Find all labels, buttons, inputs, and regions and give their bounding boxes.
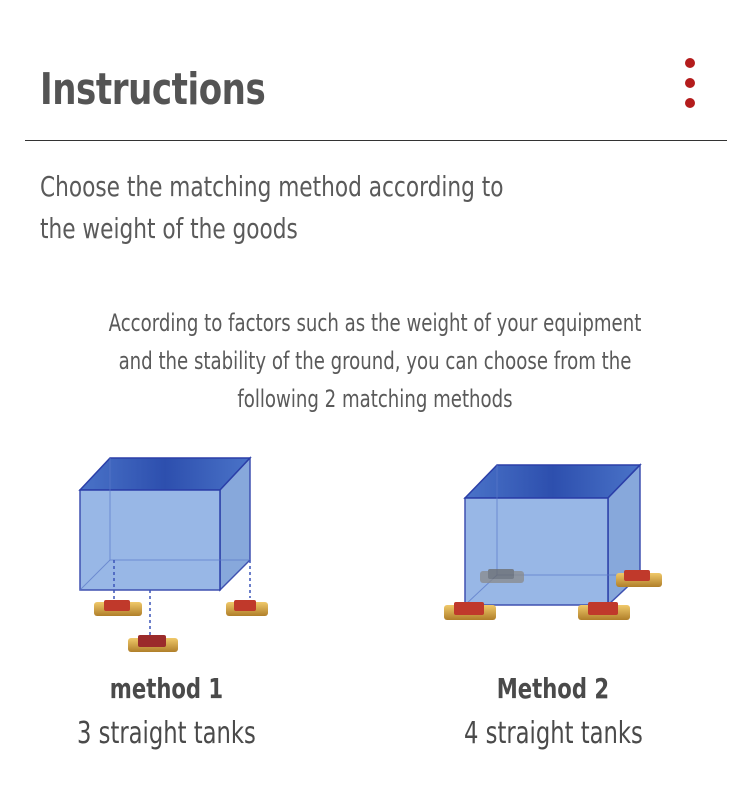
cargo-box [465, 465, 640, 605]
menu-dot [685, 78, 695, 88]
menu-dot [685, 58, 695, 68]
intro-line-2: and the stability of the ground, you can choose from the [118, 347, 632, 375]
tank-1 [480, 569, 524, 583]
method-2-description: 4 straight tanks [463, 716, 643, 751]
tank-3 [226, 600, 268, 616]
more-options-icon[interactable] [681, 58, 699, 110]
method-2-title: Method 2 [496, 672, 610, 705]
subtitle-line-1: Choose the matching method according to [40, 170, 504, 203]
method-1-diagram [70, 450, 280, 660]
tank-2 [128, 635, 178, 652]
cargo-box [80, 458, 250, 590]
section-subtitle [40, 166, 573, 250]
menu-dot [685, 98, 695, 108]
subtitle-line-2: the weight of the goods [40, 212, 298, 245]
intro-line-3: following 2 matching methods [237, 385, 513, 413]
intro-paragraph [0, 304, 750, 418]
header-divider [25, 140, 727, 141]
page-title: Instructions [40, 64, 266, 115]
method-2-diagram [440, 455, 670, 635]
method-1-description: 3 straight tanks [76, 716, 256, 751]
intro-line-1: According to factors such as the weight of your equipment [108, 309, 642, 337]
tank-1 [94, 600, 142, 616]
method-1-title: method 1 [109, 672, 223, 705]
